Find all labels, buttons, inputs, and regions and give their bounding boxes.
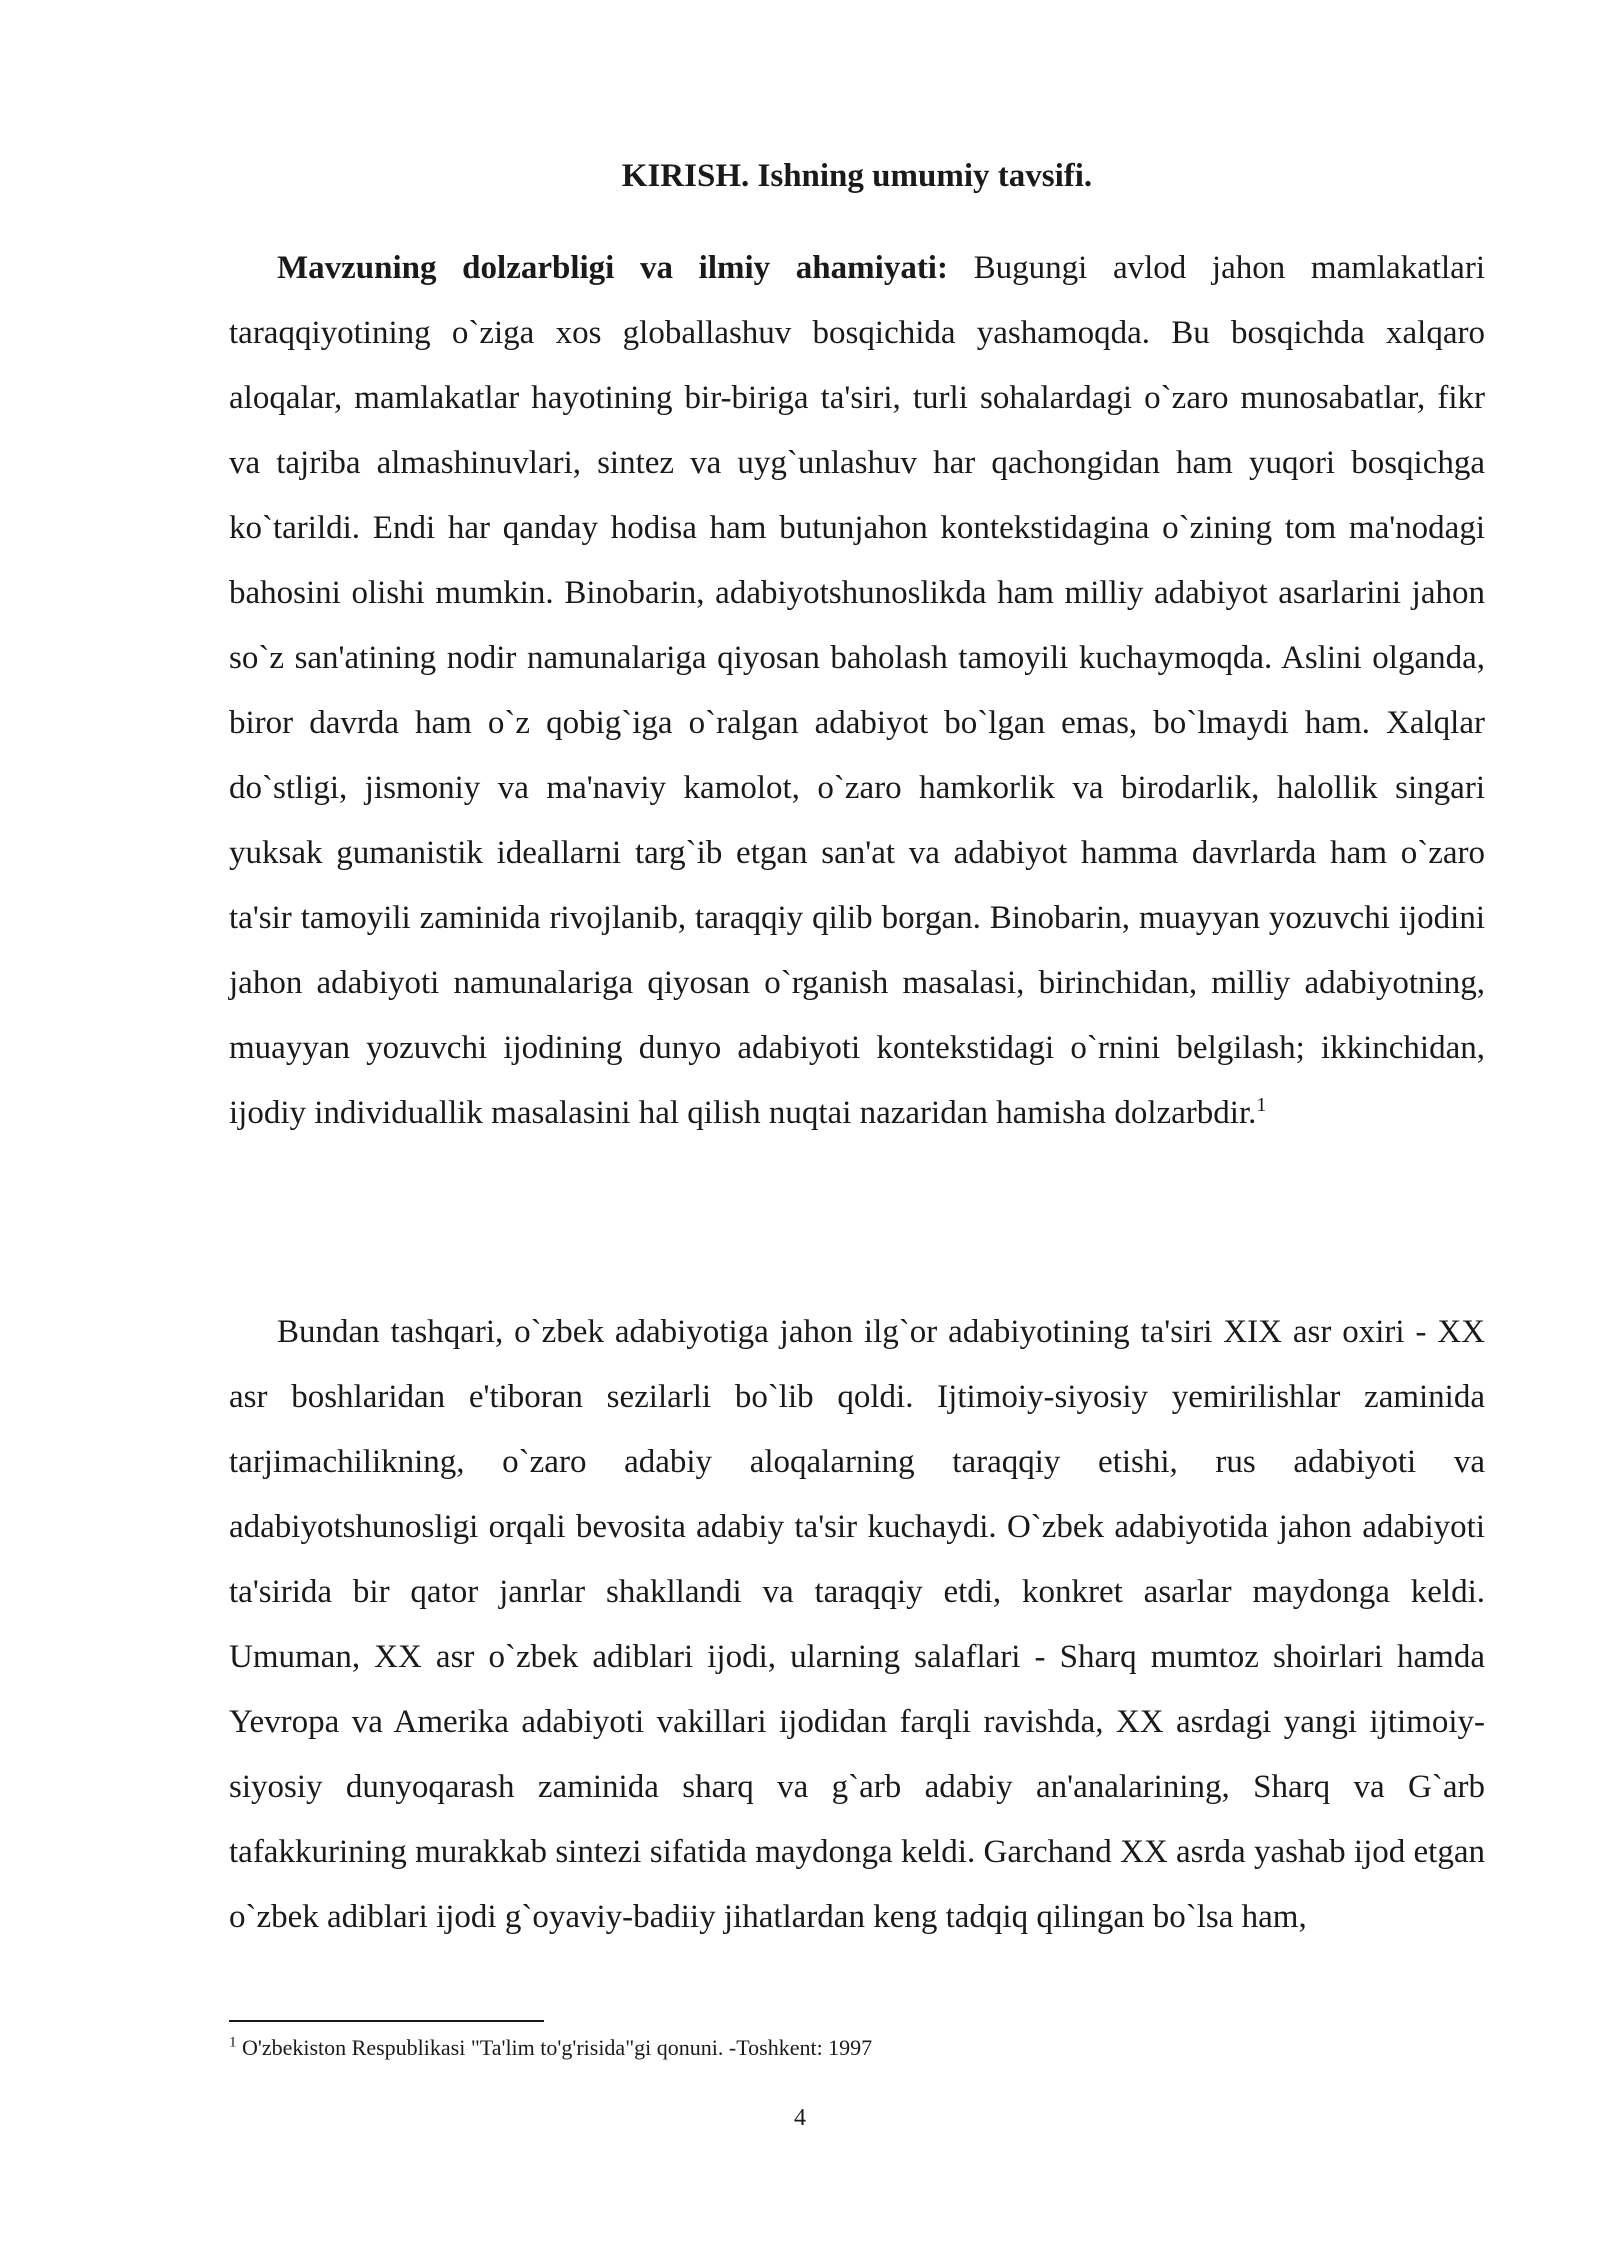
footnote-marker: 1 xyxy=(229,2034,237,2051)
paragraph-relevance xyxy=(229,236,1485,1146)
footnote-reference[interactable]: 1 xyxy=(1256,1094,1267,1116)
paragraph-influence: Bundan tashqari, o`zbek adabiyotiga jahon ilg`or adabiyotining ta'siri XIX asr oxiri - XX asr boshlaridan e'tiboran sezilarli bo`lib qoldi. Ijtimoiy-siyosiy yemirilishlar zaminida tarjimachilikning, o`zaro adabiy aloqalarning taraqqiy etishi, rus adabiyoti va adabiyotshunosligi orqali bevosita adabiy ta'sir kuchaydi. O`zbek adabiyotida jahon adabiyoti ta'sirida bir qator janrlar shakllandi va taraqqiy etdi, konkret asarlar maydonga keldi. Umuman, XX asr o`zbek adiblari ijodi, ularning salaflari - Sharq mumtoz shoirlari hamda Yevropa va Amerika adabiyoti vakillari ijodidan farqli ravishda, XX asrdagi yangi ijtimoiy-siyosiy dunyoqarash zaminida sharq va g`arb adabiy an'analarining, Sharq va G`arb tafakkurining murakkab sintezi sifatida maydonga keldi. Garchand XX asrda yashab ijod etgan o`zbek adiblari ijodi g`oyaviy-badiiy jihatlardan keng tadqiq qilingan bo`lsa ham, xyxy=(229,1314,1485,1935)
footnote-separator xyxy=(229,2020,544,2022)
paragraph-lead: Mavzuning dolzarbligi va ilmiy ahamiyati: xyxy=(277,250,948,286)
paragraph-text: Bugungi avlod jahon mamlakatlari taraqqiyotining o`ziga xos globallashuv bosqichida yashamoqda. Bu bosqichda xalqaro aloqalar, mamlakatlar hayotining bir-biriga ta'siri, turli sohalardagi o`zaro munosabatlar, fikr va tajriba almashinuvlari, sintez va uyg`unlashuv har qachongidan ham yuqori bosqichga ko`tarildi. Endi har qanday hodisa ham butunjahon kontekstidagina o`zining tom ma'nodagi bahosini olishi mumkin. Binobarin, adabiyotshunoslikda ham milliy adabiyot asarlarini jahon so`z san'atining nodir namunalariga qiyosan baholash tamoyili kuchaymoqda. Aslini olganda, biror davrda ham o`z qobig`iga o`ralgan adabiyot bo`lgan emas, bo`lmaydi ham. Xalqlar do`stligi, jismoniy va ma'naviy kamolot, o`zaro hamkorlik va birodarlik, halollik singari yuksak gumanistik ideallarni targ`ib etgan san'at va adabiyot hamma davrlarda ham o`zaro ta'sir tamoyili zaminida rivojlanib, taraqqiy qilib borgan. Binobarin, muayyan yozuvchi ijodini jahon adabiyoti namunalariga qiyosan o`rganish masalasi, birinchidan, milliy adabiyotning, muayyan yozuvchi ijodining dunyo adabiyoti kontekstidagi o`rnini belgilash; ikkinchidan, ijodiy individuallik masalasini hal qilish nuqtai nazaridan hamisha dolzarbdir. xyxy=(229,250,1485,1131)
page-number: 4 xyxy=(794,2105,806,2131)
page-title: KIRISH. Ishning umumiy tavsifi. xyxy=(621,158,1093,194)
footnote-text: O'zbekiston Respublikasi "Ta'lim to'g'risida"gi qonuni. -Toshkent: 1997 xyxy=(236,2035,873,2060)
footnote xyxy=(229,2030,1485,2066)
